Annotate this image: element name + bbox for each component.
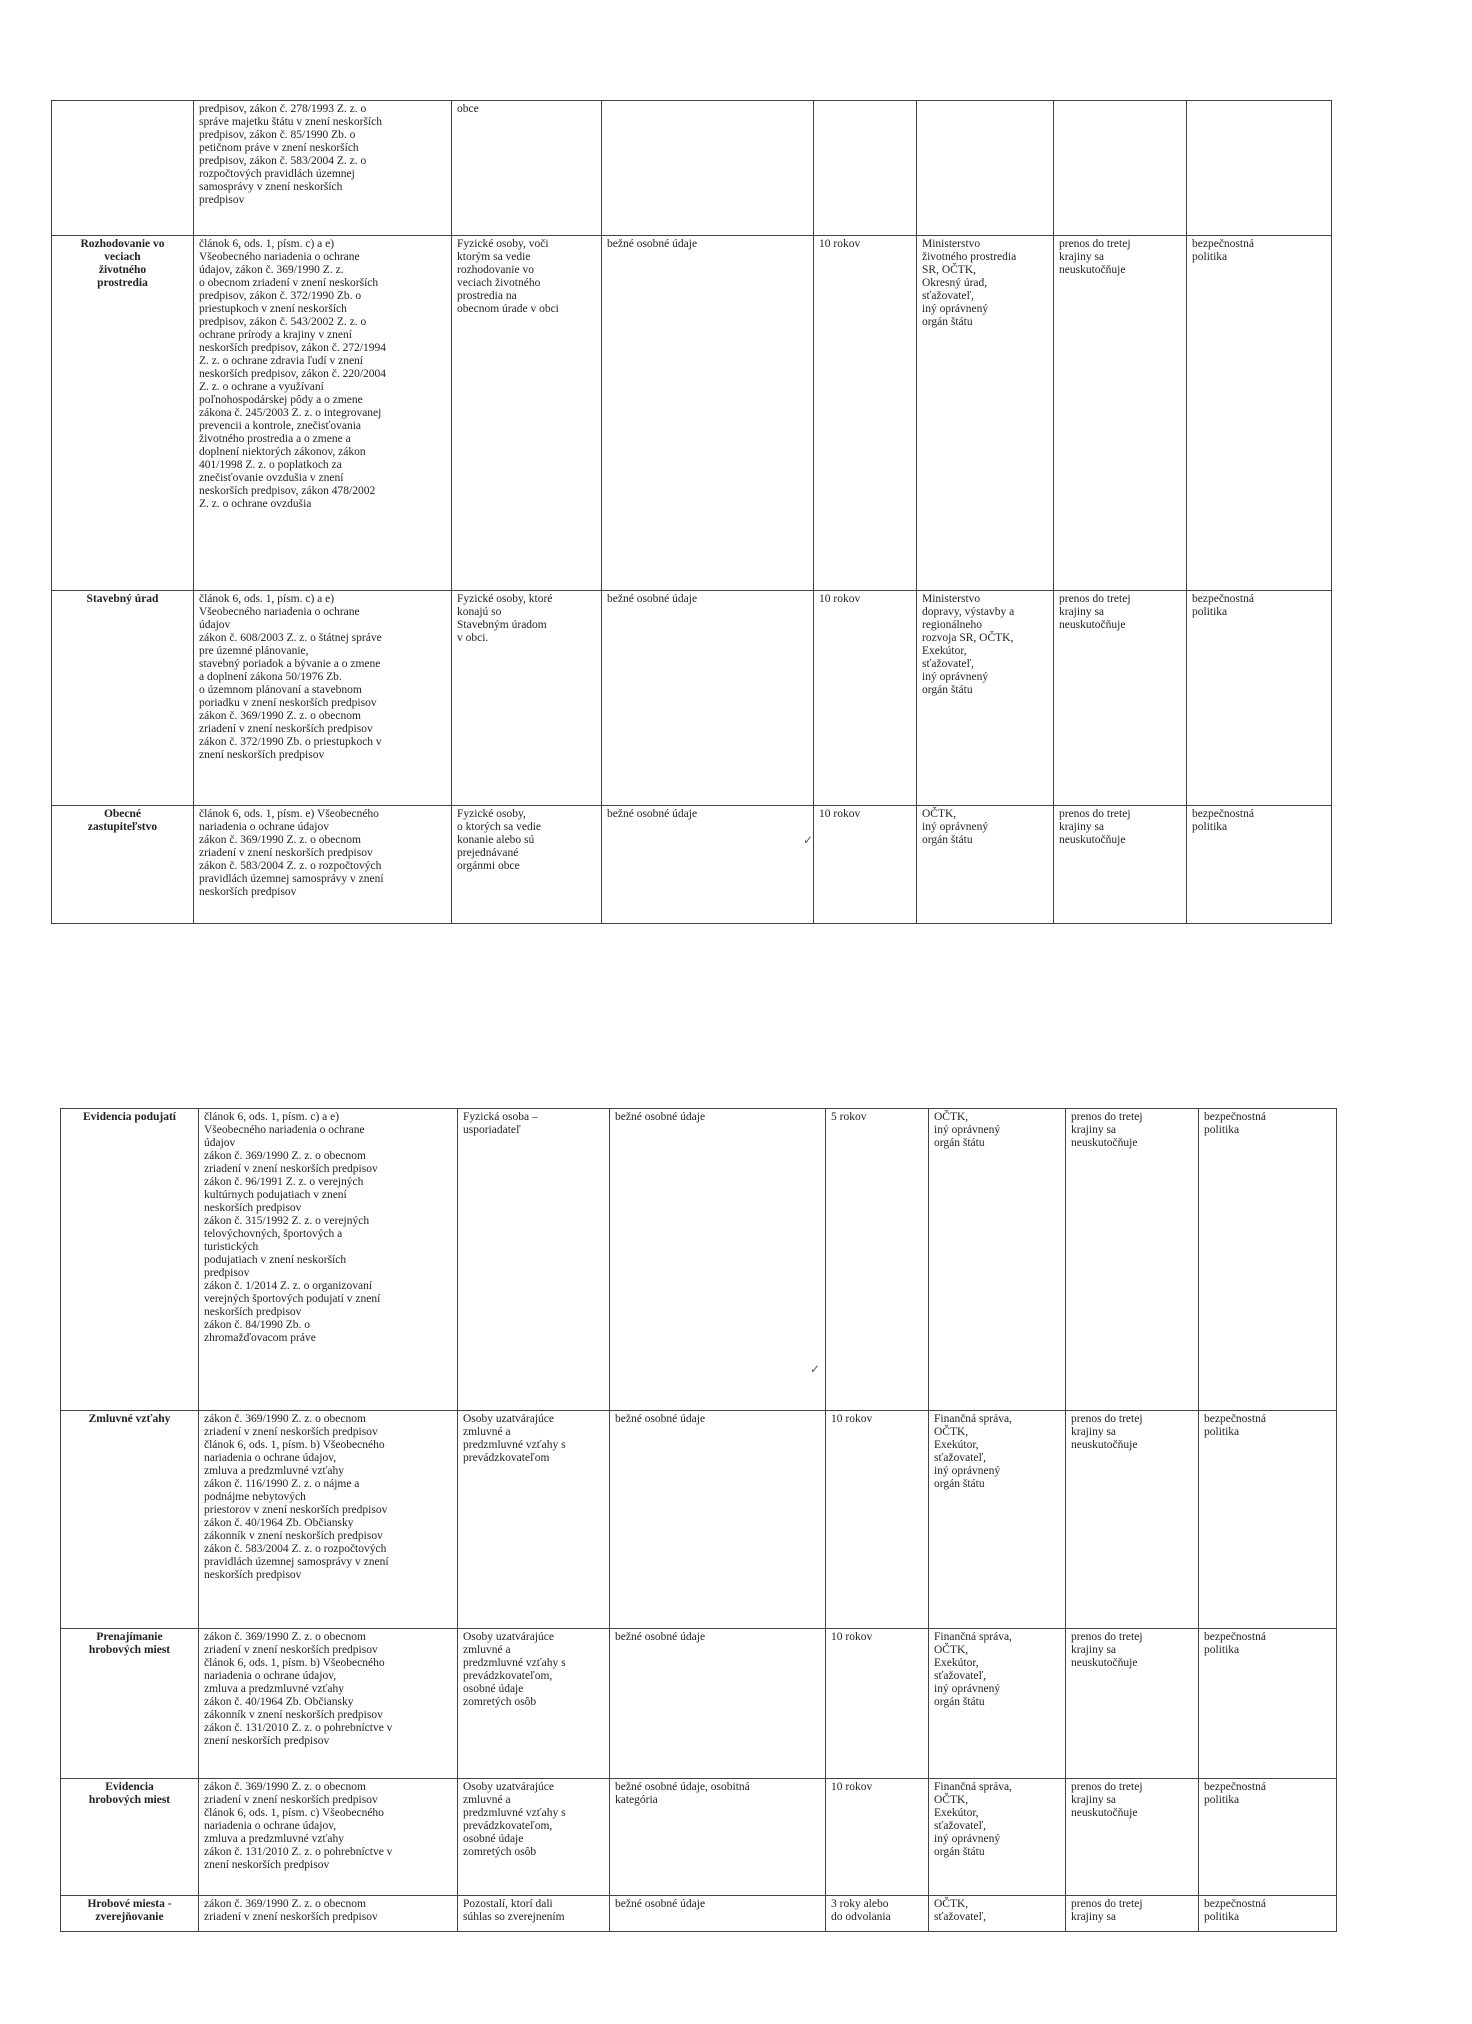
legal-basis-cell: článok 6, ods. 1, písm. c) a e) Všeobecného nariadenia o ochrane údajov zákon č. 369/1990 Z. z. o obecnom zriadení v znení neskorších predpisov zákon č. 96/1991 Z. z. o verejných kultúrnych podujatiach v znení neskorších predpisov zákon č. 315/1992 Z. z. o verejných telovýchovných, športových a turistických podujatiach v znení neskorších predpisov zákon č. 1/2014 Z. z. o organizovaní verejných športových podujatí v znení neskorších predpisov zákon č. 84/1990 Zb. o zhromažďovacom práve (199, 1109, 458, 1411)
transfer-cell: prenos do tretej krajiny sa neuskutočňuje (1066, 1629, 1199, 1779)
data-subjects-cell: Osoby uzatvárajúce zmluvné a predzmluvné vzťahy s prevádzkovateľom, osobné údaje zomretých osôb (458, 1779, 610, 1896)
data-subjects-cell: Fyzické osoby, o ktorých sa vedie konanie alebo sú prejednávané orgánmi obce (452, 806, 602, 924)
agenda-cell: Rozhodovanie vo veciach životného prostredia (52, 236, 194, 591)
recipients-cell: OČTK, iný oprávnený orgán štátu (917, 806, 1054, 924)
agenda-cell: Prenajímanie hrobových miest (61, 1629, 199, 1779)
legal-basis-cell: článok 6, ods. 1, písm. e) Všeobecného nariadenia o ochrane údajov zákon č. 369/1990 Z. z. o obecnom zriadení v znení neskorších predpisov zákon č. 583/2004 Z. z. o rozpočtových pravidlách územnej samosprávy v znení neskorších predpisov (194, 806, 452, 924)
retention-cell: 10 rokov (826, 1629, 929, 1779)
data-category-cell: bežné osobné údaje (610, 1896, 826, 1932)
recipients-cell: Ministerstvo dopravy, výstavby a regionálneho rozvoja SR, OČTK, Exekútor, sťažovateľ, iný oprávnený orgán štátu (917, 591, 1054, 806)
recipients-cell: Finančná správa, OČTK, Exekútor, sťažovateľ, iný oprávnený orgán štátu (929, 1779, 1066, 1896)
data-subjects-cell: Osoby uzatvárajúce zmluvné a predzmluvné vzťahy s prevádzkovateľom, osobné údaje zomretých osôb (458, 1629, 610, 1779)
data-category-cell: bežné osobné údaje (610, 1629, 826, 1779)
recipients-cell: Ministerstvo životného prostredia SR, OČTK, Okresný úrad, sťažovateľ, iný oprávnený orgán štátu (917, 236, 1054, 591)
data-category-cell: bežné osobné údaje (610, 1109, 826, 1411)
agenda-cell: Obecné zastupiteľstvo (52, 806, 194, 924)
security-cell: bezpečnostná politika (1199, 1411, 1337, 1629)
table-row (52, 101, 1332, 236)
recipients-cell: Finančná správa, OČTK, Exekútor, sťažovateľ, iný oprávnený orgán štátu (929, 1411, 1066, 1629)
security-cell: bezpečnostná politika (1199, 1109, 1337, 1411)
legal-basis-cell: článok 6, ods. 1, písm. c) a e) Všeobecného nariadenia o ochrane údajov zákon č. 608/2003 Z. z. o štátnej správe pre územné plánovanie, stavebný poriadok a bývanie a o zmene a doplnení zákona 50/1976 Zb. o územnom plánovaní a stavebnom poriadku v znení neskorších predpisov zákon č. 369/1990 Z. z. o obecnom zriadení v znení neskorších predpisov zákon č. 372/1990 Zb. o priestupkoch v znení neskorších predpisov (194, 591, 452, 806)
data-category-cell (602, 101, 814, 236)
data-category-cell: bežné osobné údaje, osobitná kategória (610, 1779, 826, 1896)
transfer-cell: prenos do tretej krajiny sa neuskutočňuje (1054, 806, 1187, 924)
table-row (61, 1109, 1337, 1411)
data-category-cell: bežné osobné údaje (602, 806, 814, 924)
security-cell: bezpečnostná politika (1187, 236, 1332, 591)
data-subjects-cell: Pozostalí, ktorí dali súhlas so zverejnením (458, 1896, 610, 1932)
retention-cell: 3 roky alebo do odvolania (826, 1896, 929, 1932)
processing-register-table-page2 (60, 1108, 1337, 1932)
agenda-cell: Zmluvné vzťahy (61, 1411, 199, 1629)
table-row (61, 1779, 1337, 1896)
legal-basis-cell: predpisov, zákon č. 278/1993 Z. z. o správe majetku štátu v znení neskorších predpisov, zákon č. 85/1990 Zb. o petičnom práve v znení neskorších predpisov, zákon č. 583/2004 Z. z. o rozpočtových pravidlách územnej samosprávy v znení neskorších predpisov (194, 101, 452, 236)
transfer-cell: prenos do tretej krajiny sa neuskutočňuje (1054, 236, 1187, 591)
legal-basis-cell: zákon č. 369/1990 Z. z. o obecnom zriadení v znení neskorších predpisov článok 6, ods. 1, písm. b) Všeobecného nariadenia o ochrane údajov, zmluva a predzmluvné vzťahy zákon č. 116/1990 Z. z. o nájme a podnájme nebytových priestorov v znení neskorších predpisov zákon č. 40/1964 Zb. Občiansky zákonník v znení neskorších predpisov zákon č. 583/2004 Z. z. o rozpočtových pravidlách územnej samosprávy v znení neskorších predpisov (199, 1411, 458, 1629)
table-row (61, 1411, 1337, 1629)
legal-basis-cell: článok 6, ods. 1, písm. c) a e) Všeobecného nariadenia o ochrane údajov, zákon č. 369/1990 Z. z. o obecnom zriadení v znení neskorších predpisov, zákon č. 372/1990 Zb. o priestupkoch v znení neskorších predpisov, zákon č. 543/2002 Z. z. o ochrane prírody a krajiny v znení neskorších predpisov, zákon č. 272/1994 Z. z. o ochrane zdravia ľudí v znení neskorších predpisov, zákon č. 220/2004 Z. z. o ochrane a využívaní poľnohospodárskej pôdy a o zmene zákona č. 245/2003 Z. z. o integrovanej prevencii a kontrole, znečisťovania životného prostredia a o zmene a doplnení niektorých zákonov, zákon 401/1998 Z. z. o poplatkoch za znečisťovanie ovzdušia v znení neskorších predpisov, zákon 478/2002 Z. z. o ochrane ovzdušia (194, 236, 452, 591)
scan-mark-icon: ✓ (810, 1362, 821, 1376)
security-cell: bezpečnostná politika (1199, 1629, 1337, 1779)
retention-cell: 10 rokov (814, 236, 917, 591)
data-category-cell: bežné osobné údaje (610, 1411, 826, 1629)
security-cell: bezpečnostná politika (1199, 1896, 1337, 1932)
data-subjects-cell: Fyzické osoby, voči ktorým sa vedie rozhodovanie vo veciach životného prostredia na obecnom úrade v obci (452, 236, 602, 591)
retention-cell: 10 rokov (814, 806, 917, 924)
retention-cell: 10 rokov (826, 1411, 929, 1629)
transfer-cell (1054, 101, 1187, 236)
table-row (52, 806, 1332, 924)
agenda-cell: Hrobové miesta - zverejňovanie (61, 1896, 199, 1932)
transfer-cell: prenos do tretej krajiny sa neuskutočňuje (1054, 591, 1187, 806)
security-cell: bezpečnostná politika (1187, 806, 1332, 924)
data-subjects-cell: obce (452, 101, 602, 236)
retention-cell (814, 101, 917, 236)
table-row (61, 1629, 1337, 1779)
agenda-cell: Evidencia podujatí (61, 1109, 199, 1411)
transfer-cell: prenos do tretej krajiny sa neuskutočňuje (1066, 1411, 1199, 1629)
data-subjects-cell: Fyzické osoby, ktoré konajú so Stavebným úradom v obci. (452, 591, 602, 806)
legal-basis-cell: zákon č. 369/1990 Z. z. o obecnom zriadení v znení neskorších predpisov článok 6, ods. 1, písm. c) Všeobecného nariadenia o ochrane údajov, zmluva a predzmluvné vzťahy zákon č. 131/2010 Z. z. o pohrebníctve v znení neskorších predpisov (199, 1779, 458, 1896)
security-cell: bezpečnostná politika (1199, 1779, 1337, 1896)
transfer-cell: prenos do tretej krajiny sa (1066, 1896, 1199, 1932)
retention-cell: 5 rokov (826, 1109, 929, 1411)
recipients-cell (917, 101, 1054, 236)
security-cell (1187, 101, 1332, 236)
data-category-cell: bežné osobné údaje (602, 591, 814, 806)
recipients-cell: Finančná správa, OČTK, Exekútor, sťažovateľ, iný oprávnený orgán štátu (929, 1629, 1066, 1779)
data-category-cell: bežné osobné údaje (602, 236, 814, 591)
agenda-cell: Stavebný úrad (52, 591, 194, 806)
recipients-cell: OČTK, iný oprávnený orgán štátu (929, 1109, 1066, 1411)
transfer-cell: prenos do tretej krajiny sa neuskutočňuje (1066, 1109, 1199, 1411)
recipients-cell: OČTK, sťažovateľ, (929, 1896, 1066, 1932)
data-subjects-cell: Osoby uzatvárajúce zmluvné a predzmluvné vzťahy s prevádzkovateľom (458, 1411, 610, 1629)
table-row (52, 236, 1332, 591)
transfer-cell: prenos do tretej krajiny sa neuskutočňuje (1066, 1779, 1199, 1896)
retention-cell: 10 rokov (814, 591, 917, 806)
agenda-cell: Evidencia hrobových miest (61, 1779, 199, 1896)
table-row (52, 591, 1332, 806)
legal-basis-cell: zákon č. 369/1990 Z. z. o obecnom zriadení v znení neskorších predpisov článok 6, ods. 1, písm. b) Všeobecného nariadenia o ochrane údajov, zmluva a predzmluvné vzťahy zákon č. 40/1964 Zb. Občiansky zákonník v znení neskorších predpisov zákon č. 131/2010 Z. z. o pohrebníctve v znení neskorších predpisov (199, 1629, 458, 1779)
security-cell: bezpečnostná politika (1187, 591, 1332, 806)
legal-basis-cell: zákon č. 369/1990 Z. z. o obecnom zriadení v znení neskorších predpisov (199, 1896, 458, 1932)
scan-mark-icon: ✓ (803, 833, 814, 847)
agenda-cell (52, 101, 194, 236)
retention-cell: 10 rokov (826, 1779, 929, 1896)
data-subjects-cell: Fyzická osoba – usporiadateľ (458, 1109, 610, 1411)
processing-register-table-page1 (51, 100, 1332, 924)
table-row (61, 1896, 1337, 1932)
